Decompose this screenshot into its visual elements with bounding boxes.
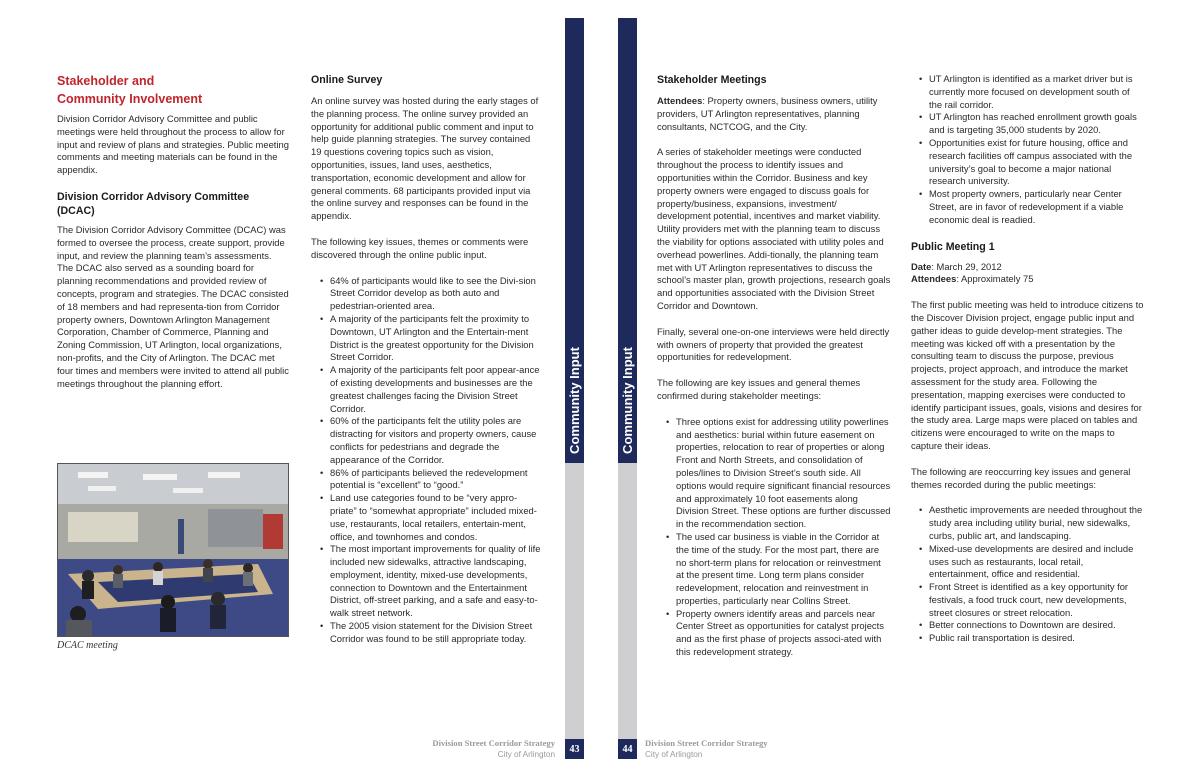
stakeholder-paragraph-2: Finally, several one-on-one interviews were held directly with owners of property that provided the greatest opportunities for redevelopment. xyxy=(657,325,890,363)
side-label-text: Community Input xyxy=(567,346,583,454)
left-footer-title: Division Street Corridor Strategy xyxy=(432,738,555,748)
online-survey-paragraph-2: The following key issues, themes or comments were discovered through the online public input. xyxy=(311,235,529,260)
right-side-label xyxy=(618,335,637,465)
page-number-44: 44 xyxy=(618,739,637,759)
online-survey-bullets xyxy=(319,275,541,646)
list-item: • The most important improvements for quality of life included new sidewalks, attractive landscaping, employment, identity, mixed-use developments, connection to Downtown and the Entertainment District, off-street parking, and a safe and easy-to-walk street network. xyxy=(319,543,541,620)
public-meeting-heading: Public Meeting 1 xyxy=(911,240,995,253)
list-item: • Land use categories found to be “very appro-priate” to “somewhat appropriate” included mixed-use, restaurants, local retailers, entertain-ment, office, and townhomes and condos. xyxy=(319,492,541,543)
date-label: Date xyxy=(911,260,932,272)
intro-paragraph: Division Corridor Advisory Committee and public meetings were held throughout the process to allow for input and review of plans and strategies. Public meeting comments and meeting materials can be found in the appendix. xyxy=(57,113,289,176)
left-footer-city: City of Arlington xyxy=(497,750,555,759)
attendees-text: : Approximately 75 xyxy=(956,273,1034,285)
list-item: • A majority of the participants felt the proximity to Downtown, UT Arlington and the Entertain-ment District is the greatest opportunity for the Division Street Corridor. xyxy=(319,313,541,364)
right-footer-title: Division Street Corridor Strategy xyxy=(645,738,768,748)
list-item: • Aesthetic improvements are needed throughout the study area including utility burial, new sidewalks, curbs, public art, and landscaping. xyxy=(918,504,1144,542)
dcac-paragraph: The Division Corridor Advisory Committee (DCAC) was formed to oversee the process, create support, provide input, and review the planning team’s assessments. The DCAC also served as a sounding board for planning recommendations and provided review of concepts, program and strategies. The DCAC consisted of 18 members and had representa-tion from Corridor property owners, Downtown Arlington Management Corporation, Chamber of Commerce, Planning and Zoning Commission, UT Arlington, local organizations, non-profits, and the City of Arlington. The DCAC met four times and members were invited to attend all public meetings throughout the planning effort. xyxy=(57,223,289,389)
stakeholder-meetings-heading: Stakeholder Meetings xyxy=(657,74,767,86)
left-column-2 xyxy=(311,73,541,646)
stakeholder-paragraph-3: The following are key issues and general themes confirmed during stakeholder meetings: xyxy=(657,377,861,401)
list-item: • Three options exist for addressing utility powerlines and aesthetics: burial within future easement on properties, relocation to rear of properties or along Front and North Streets, and consolidation of poles/lines to Division Street’s south side. All options would require significant financial resources and approximately 10 foot easements along Division Street. These options are further discussed in the recommendation section. xyxy=(665,416,891,531)
list-item: • Property owners identify areas and parcels near Center Street as opportunities for catalyst projects and as the first phase of projects associ-ated with this redevelopment strategy. xyxy=(665,608,891,659)
stakeholder-bullets xyxy=(665,416,891,659)
list-item: • 64% of participants would like to see the Divi-sion Street Corridor develop as both auto and pedestrian-oriented area. xyxy=(319,275,541,313)
right-gray-bar xyxy=(618,463,637,739)
online-survey-paragraph-1: An online survey was hosted during the early stages of the planning process. The online survey provided an opportunity for additional public comment and input to help guide planning strategies. The survey contained 19 questions covering topics such as vision, opportunities, issues, land uses, aesthetics, transportation, economic development and allow for general comments. 68 participants provided input via the online survey and responses can be found in the appendix. xyxy=(311,95,539,222)
side-label-text: Community Input xyxy=(620,346,636,454)
right-footer-city: City of Arlington xyxy=(645,750,703,759)
meeting-date xyxy=(911,261,1144,274)
list-item: • The used car business is viable in the Corridor at the time of the study. For the most part, there are no short-term plans for relocation or reinvestment at the present time. Long term plans consider redevelopment, relocation and reinvestment in properties, particularly near Collins Street. xyxy=(665,531,891,608)
heading-line-1: Stakeholder and xyxy=(57,74,155,88)
section-heading xyxy=(57,73,289,108)
stakeholder-attendees xyxy=(657,95,891,133)
attendees-label: Attendees xyxy=(657,95,703,106)
left-side-label xyxy=(565,335,584,465)
dcac-meeting-photo xyxy=(57,463,289,637)
left-gray-bar xyxy=(565,463,584,739)
public-meeting-paragraph-1: The first public meeting was held to introduce citizens to the Discover Division project, engage public input and gather ideas to guide develop-ment strategies. The meeting was kicked off with a presentation by the consulting team to discuss the purpose, previous projects, project approach, and introduce the market assessment for the study area. Following the presentation, mapping exercises were conducted to identify participant issues, goals, visions and desires for the study area. Large maps were placed on tables and citizens were encouraged to write on the maps to capture their ideas. xyxy=(911,299,1144,451)
ut-arlington-bullets xyxy=(918,73,1144,227)
dcac-heading: Division Corridor Advisory Committee (DCAC) xyxy=(57,190,250,217)
public-meeting-bullets xyxy=(918,504,1144,645)
meeting-room-image xyxy=(58,464,289,637)
list-item: • 60% of the participants felt the utility poles are distracting for visitors and property owners, cause conflicts for pedestrians and degrade the appearance of the Corridor. xyxy=(319,415,541,466)
list-item: • UT Arlington is identified as a market driver but is currently more focused on development south of the rail corridor. xyxy=(918,73,1144,111)
right-column-1 xyxy=(657,73,891,659)
right-column-2 xyxy=(911,73,1144,645)
list-item: • Opportunities exist for future housing, office and research facilities off campus associated with the university’s goal to become a major national research university. xyxy=(918,137,1144,188)
list-item: • Public rail transportation is desired. xyxy=(918,632,1144,645)
meeting-attendees xyxy=(911,273,1144,286)
attendees-label: Attendees xyxy=(911,273,957,285)
list-item: • UT Arlington has reached enrollment growth goals and is targeting 35,000 students by 2020. xyxy=(918,111,1144,137)
list-item: • Front Street is identified as a key opportunity for festivals, a food truck court, new developments, street closures or street relocation. xyxy=(918,581,1144,619)
photo-caption: DCAC meeting xyxy=(57,640,118,651)
list-item: • The 2005 vision statement for the Division Street Corridor was found to be still appropriate today. xyxy=(319,620,541,646)
date-text: : March 29, 2012 xyxy=(931,260,1002,272)
list-item: • A majority of the participants felt poor appear-ance of existing developments and businesses are the greatest challenges facing the Division Street Corridor. xyxy=(319,364,541,415)
list-item: • Mixed-use developments are desired and include uses such as restaurants, local retail, entertainment, office and residential. xyxy=(918,543,1144,581)
list-item: • Most property owners, particularly near Center Street, are in favor of redevelopment if a viable economic deal is readied. xyxy=(918,188,1144,226)
list-item: • Better connections to Downtown are desired. xyxy=(918,619,1144,632)
attendees-text: : Property owners, business owners, utility providers, UT Arlington representatives, planning consultants, NCTCOG, and the City. xyxy=(657,95,878,132)
online-survey-heading: Online Survey xyxy=(311,74,383,86)
public-meeting-paragraph-2: The following are reoccurring key issues and general themes recorded during the public meetings: xyxy=(911,465,1131,490)
page-number-43: 43 xyxy=(565,739,584,759)
list-item: • 86% of participants believed the redevelopment potential is “excellent” to “good.” xyxy=(319,467,541,493)
left-column-1 xyxy=(57,73,289,403)
heading-line-2: Community Involvement xyxy=(57,91,203,106)
stakeholder-paragraph-1: A series of stakeholder meetings were conducted throughout the process to identify issues and opportunities within the Corridor. Business and key property owners were engaged to discuss goals for property/business, expansions, investment/ development potential, incentives and market viability. Utility providers met with the planning team to discuss the viability for options associated with utility poles and overhead powerlines. Addi-tionally, the planning team met with UT Arlington representatives to discuss the school’s master plan, growth projections, research goals and opportunities associated with the Division Street Corridor and Downtown. xyxy=(657,146,891,311)
